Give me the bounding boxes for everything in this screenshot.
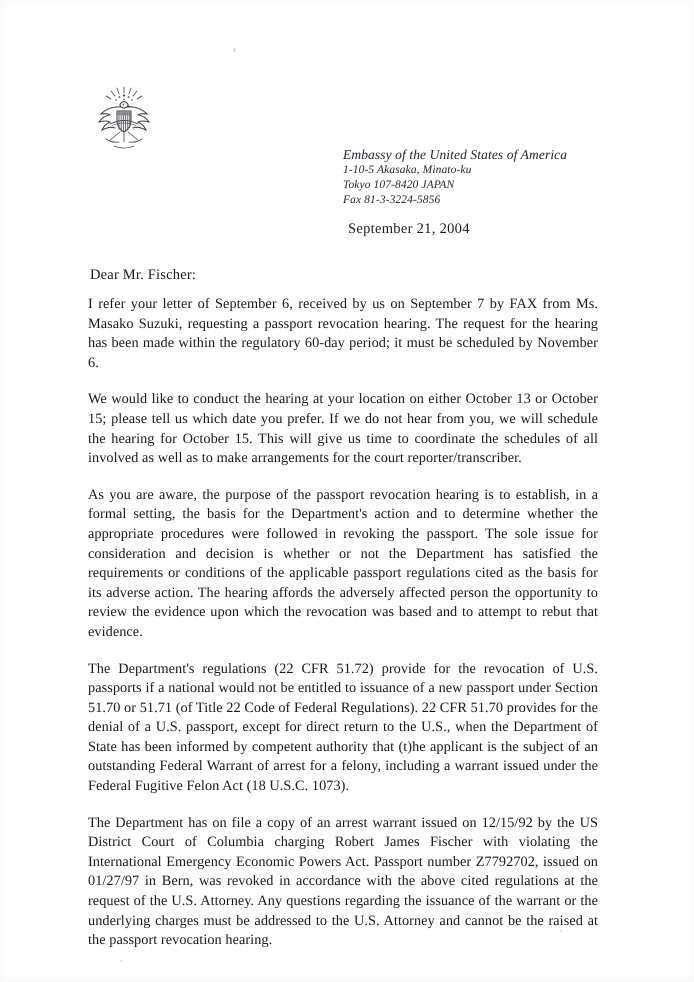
letter-salutation: Dear Mr. Fischer: (90, 267, 197, 283)
letterhead-fax: Fax 81-3-3224-5856 (343, 193, 441, 206)
letter-paragraph: We would like to conduct the hearing at your location on either October 13 or October 15; please tell us which date you prefer. If we do not hear from you, we will schedule the hearing for October 15. This will give us time to coordinate the schedules of all involved as well as to make arrangements for the court reporter/transcriber. (88, 391, 598, 467)
letterhead-address-line-2: Tokyo 107-8420 JAPAN (343, 178, 455, 191)
letter-paragraph: The Department's regulations (22 CFR 51.72) provide for the revocation of U.S. passports if a national would not be entitled to issuance of a new passport under Section 51.70 or 51.71 (of Title 22 Code of Federal Regulations). 22 CFR 51.70 provides for the denial of a U.S. passport, except for direct return to the U.S., when the Department of State has been informed by competent authority that (t)he applicant is the subject of an outstanding Federal Warrant of arrest for a felony, including a warrant issued under the Federal Fugitive Felon Act (18 U.S.C. 1073). (88, 660, 598, 795)
letter-body (88, 295, 598, 951)
scan-speck (120, 960, 122, 962)
us-great-seal-icon (92, 84, 156, 152)
scan-speck (233, 48, 236, 52)
letterhead (343, 146, 663, 207)
letterhead-address-line-1: 1-10-5 Akasaka, Minato-ku (343, 164, 472, 177)
letter-paragraph: I refer your letter of September 6, received by us on September 7 by FAX from Ms. Masako Suzuki, requesting a passport revocation hearing. The request for the hearing has been made within the regulatory 60-day period; it must be scheduled by November 6. (88, 296, 598, 371)
letterhead-organization: Embassy of the United States of America (343, 147, 568, 162)
letter-paragraph: The Department has on file a copy of an arrest warrant issued on 12/15/92 by the US District Court of Columbia charging Robert James Fischer with violating the International Emergency Economic Powers Act. Passport number Z7792702, issued on 01/27/97 in Bern, was revoked in accordance with the above cited regulations at the request of the U.S. Attorney. Any questions regarding the issuance of the warrant or the underlying charges must be addressed to the U.S. Attorney and cannot be the raised at the passport revocation hearing. (88, 814, 598, 949)
letter-date: September 21, 2004 (348, 221, 470, 237)
letter-paragraph: As you are aware, the purpose of the passport revocation hearing is to establish, in a formal setting, the basis for the Department's action and to determine whether the appropriate procedures were followed in revoking the passport. The sole issue for consideration and decision is whether or not the Department has satisfied the requirements or conditions of the applicable passport regulations cited as the basis for its adverse action. The hearing affords the adversely affected person the opportunity to review the evidence upon which the revocation was based and to attempt to rebut that evidence. (88, 486, 598, 640)
